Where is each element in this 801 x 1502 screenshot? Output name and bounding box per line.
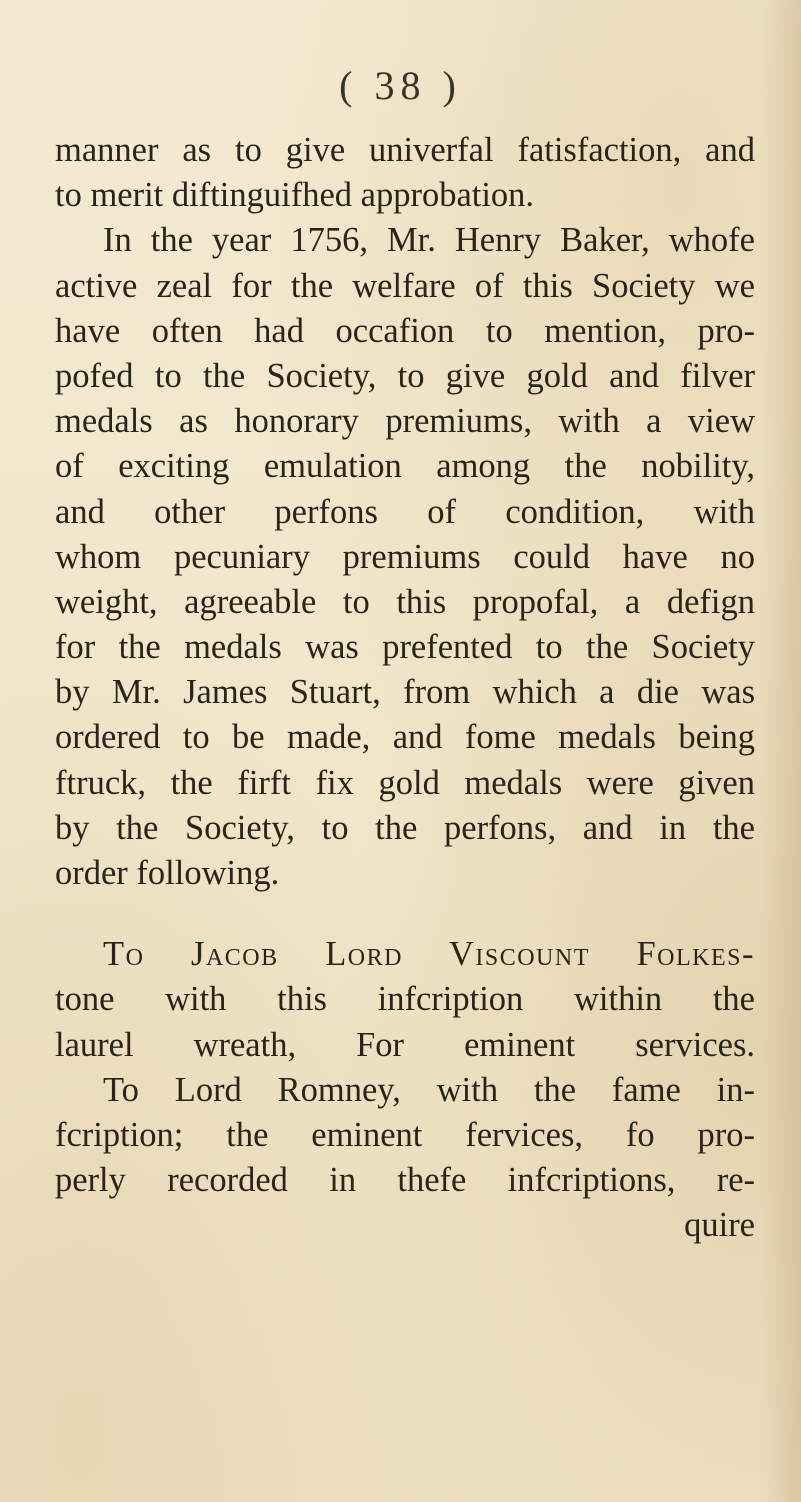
body-text bbox=[55, 128, 755, 1249]
text-line: tone with this infcription within the bbox=[55, 980, 755, 1019]
text-line: order following. bbox=[55, 854, 280, 892]
catchword: quire bbox=[684, 1206, 755, 1245]
paragraph-gap bbox=[55, 896, 755, 932]
text-line: by Mr. James Stuart, from which a die was bbox=[55, 673, 755, 712]
text-line: of exciting emulation among the nobility, bbox=[55, 447, 755, 486]
text-line: weight, agreeable to this propofal, a defign bbox=[55, 582, 755, 621]
page-edge-shadow bbox=[761, 0, 801, 1502]
text-line: To Lord Romney, with the fame in- bbox=[103, 1070, 755, 1109]
page-number: ( 38 ) bbox=[339, 63, 462, 108]
text-line: whom pecuniary premiums could have no bbox=[55, 537, 755, 576]
text-line: for the medals was prefented to the Society bbox=[55, 628, 755, 667]
text-line: active zeal for the welfare of this Society we bbox=[55, 266, 755, 305]
text-line: to merit diftinguifhed approbation. bbox=[55, 176, 535, 215]
text-line: manner as to give univerfal fatisfaction, and bbox=[55, 131, 755, 169]
text-line: perly recorded in thefe infcriptions, re- bbox=[55, 1161, 755, 1200]
text-line: ordered to be made, and fome medals being bbox=[55, 718, 755, 757]
text-line: In the year 1756, Mr. Henry Baker, whofe bbox=[103, 221, 755, 260]
text-line: pofed to the Society, to give gold and filver bbox=[55, 356, 755, 395]
text-line: fcription; the eminent fervices, fo pro- bbox=[55, 1115, 755, 1154]
text-line: and other perfons of condition, with bbox=[55, 492, 755, 531]
text-line: laurel wreath, For eminent services. bbox=[55, 1025, 755, 1064]
text-line: have often had occafion to mention, pro- bbox=[55, 311, 755, 350]
text-line: by the Society, to the perfons, and in the bbox=[55, 808, 755, 847]
text-line: ftruck, the firft fix gold medals were given bbox=[55, 763, 755, 802]
text-line: To Jacob Lord Viscount Folkes- bbox=[103, 935, 755, 974]
text-line: medals as honorary premiums, with a view bbox=[55, 402, 755, 441]
